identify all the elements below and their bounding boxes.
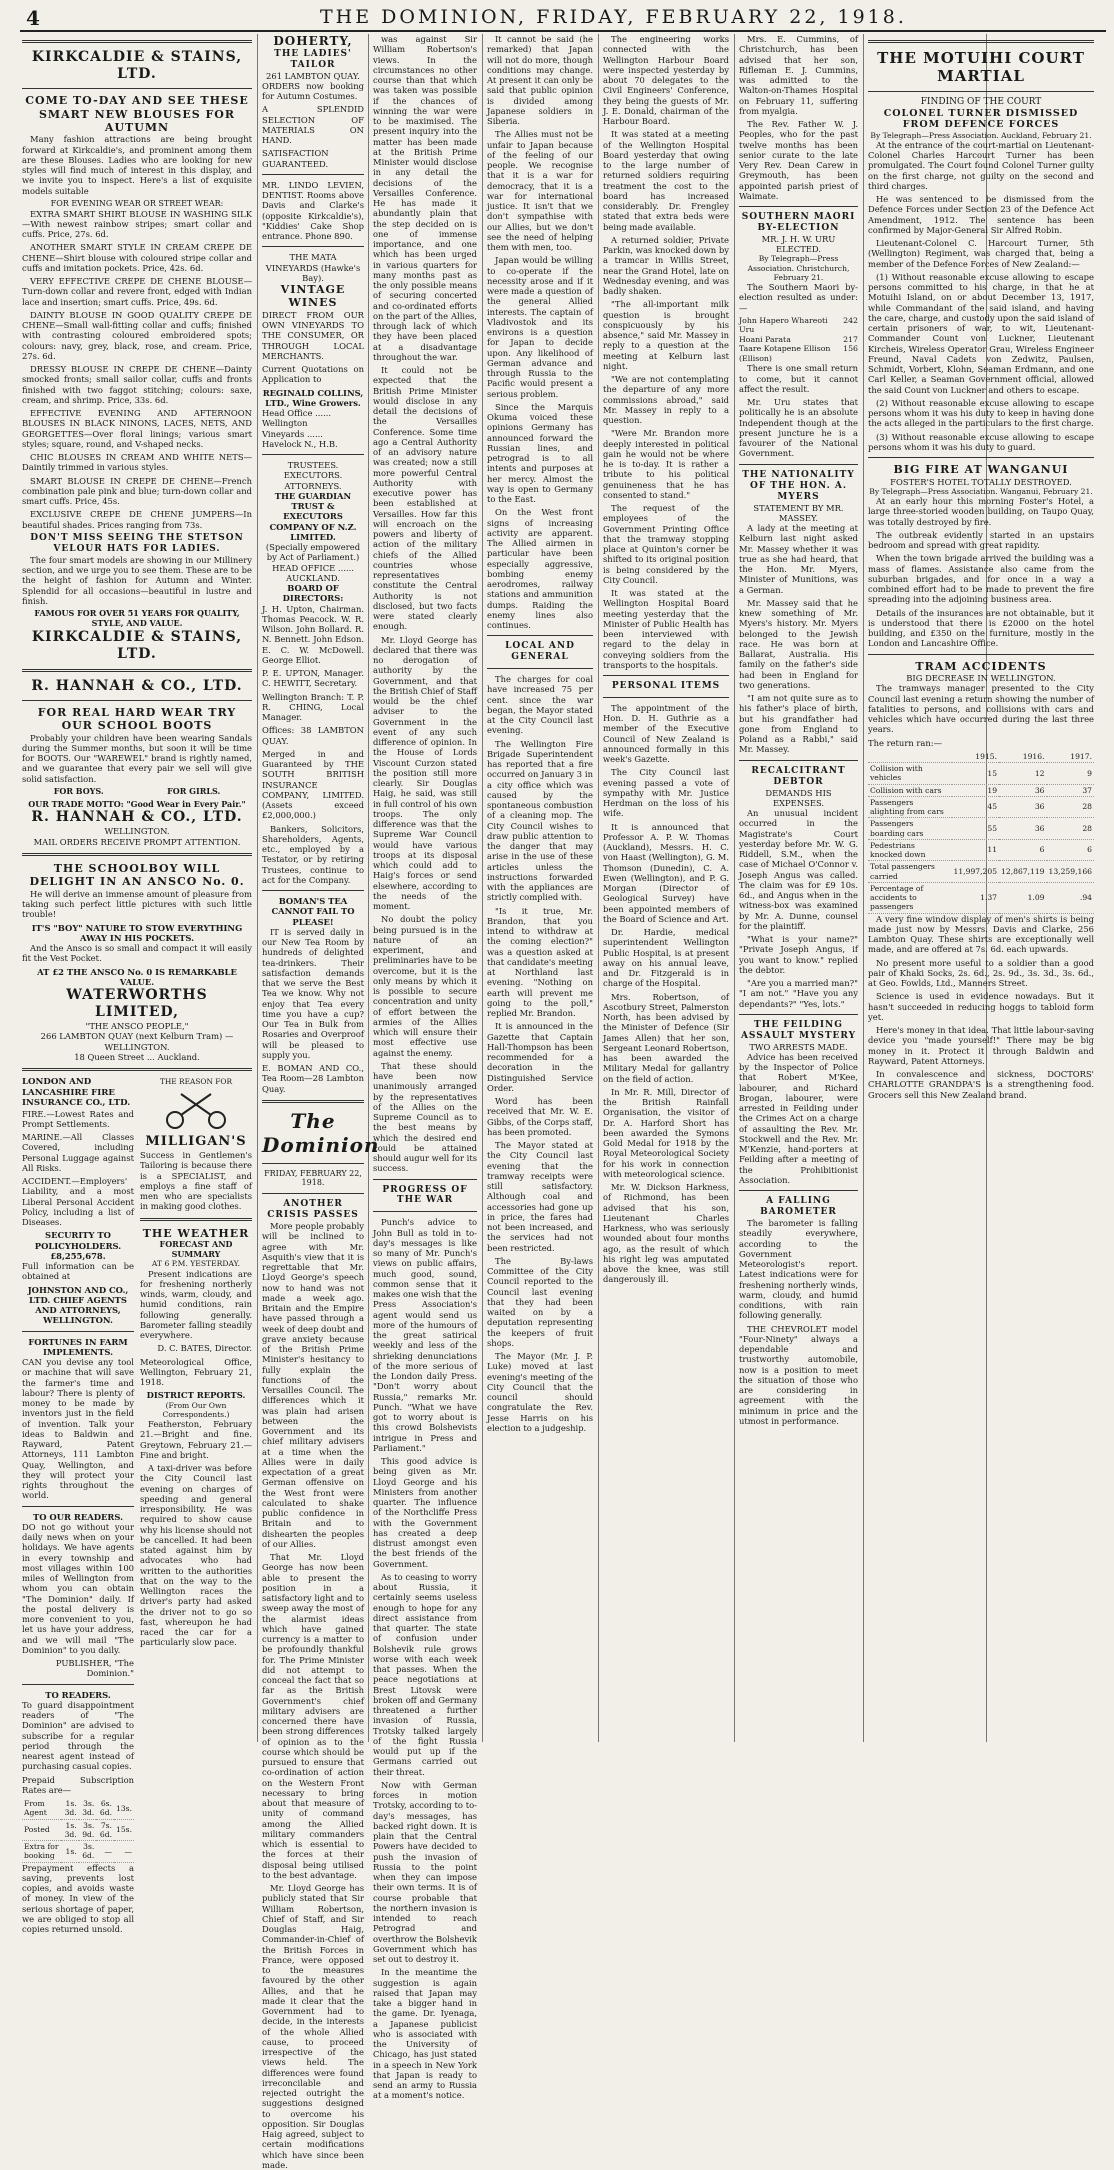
kirkcaldie-item: EXCLUSIVE CREPE DE CHENE JUMPERS—In beautiful shades. Prices ranging from 73s. — [22, 509, 252, 530]
doherty-selection: A SPLENDID SELECTION OF MATERIALS ON HAND. — [262, 104, 364, 146]
table-cell: 45 — [952, 796, 999, 818]
article-paragraph: The Wellington Fire Brigade Superintendent has reported that a fire occurred on January 3 in a city office which was caused by the spontaneous combustion of a cleaning mop. The City Council wishes to draw public attention to the danger that may arise in the use of these articles unless the instructions forwarded with the appliances are strictly complied with. — [487, 738, 593, 903]
table-cell: 9 — [1047, 763, 1094, 785]
maori-dateline: By Telegraph—Press Association. Christchurch, February 21. — [747, 254, 850, 282]
article-paragraph: In the meantime the suggestion is again raised that Japan may take a bigger hand in the game. Dr. Iyenaga, a Japanese publicist who is associated with the University of Chicago, has just stated in a speech in New York that Japan is ready to send an army to Russia at a moment's notice. — [373, 1967, 477, 2101]
kirkcaldie-famous: FAMOUS FOR OVER 51 YEARS FOR QUALITY, STYLE, AND VALUE. — [34, 608, 240, 628]
waterworths-title: WATERWORTHS LIMITED, — [66, 987, 208, 1021]
table-cell: 11 — [952, 839, 999, 861]
article-paragraph: "Is it true, Mr. Brandon, that you intend to withdraw at the coming election?" was a question asked at that candidate's meeting at Northland last evening. "Nothing on earth will prevent me going to the poll," replied Mr. Brandon. — [487, 905, 593, 1019]
article-paragraph: On the West front signs of increasing activity are apparent. The Allied airmen in particular have been especially aggressive, bombing enemy aerodromes, railway stations and ammunition dumps. Raiding the enemy lines also continues. — [487, 507, 593, 630]
weather-forecast: Present indications are for freshening northerly winds, warm, cloudy, and humid conditions, rain following generally. Barometer falling steadily everywhere. — [140, 1268, 252, 1341]
table-cell: 6 — [1047, 839, 1094, 861]
insurance-marine: MARINE.—All Classes Covered, including Personal Luggage against All Risks. — [22, 1132, 134, 1173]
article-paragraph: Word has been received that Mr. W. E. Gibbs, of the Corps staff, has been promoted. — [487, 1096, 593, 1137]
tram-accidents-table — [868, 751, 1094, 914]
readers2-text: To guard disappointment readers of "The Dominion" are advised to subscribe for a regular period through the nearest agent instead of purchasing casual copies. — [22, 1699, 134, 1772]
article-paragraph: Japan would be willing to co-operate if the necessity arose and if it were made a question of the general Allied interests. The captain of Vladivostok and its environs is a question for Japan to decide upon. Any likelihood of German advance and through Russia to the Pacific would present a serious problem. — [487, 255, 593, 399]
article-paragraph: Mr. Lloyd George has publicly stated that Sir William Robertson, Chief of Staff, and Sir Douglas Haig, Commander-in-Chief of the British Forces in France, were opposed to the measures favoured by the other Allies, and that he made it clear that the Government had to decide, in the interests of the whole Allied cause, to proceed irrespective of the views held. The differences were found irreconcilable and rejected outright the suggestions designed to overcome his opposition. Sir Douglas Haig agreed, subject to certain modifications which have since been made. — [262, 1883, 364, 2170]
readers2-headline: TO READERS. — [45, 1689, 111, 1700]
tram-row — [868, 882, 1094, 913]
doherty-text: ORDERS now booking for Autumn Costumes. — [262, 80, 364, 102]
table-cell: 15s. — [114, 1819, 134, 1841]
insurance-accident: ACCIDENT.—Employers' Liability, and a most Liberal Personal Accident Policy, including a list of Diseases. — [22, 1176, 134, 1228]
guardian-directors: J. H. Upton, Chairman. Thomas Peacock. W. R. Wilson. John Bollard. R. N. Bennett. John Edson. E. C. W. McDowell. George Elliot. — [262, 603, 364, 665]
bottom-ads — [868, 958, 1094, 1100]
hannah-title-footer: R. HANNAH & CO., LTD. — [31, 809, 243, 826]
weather-headline: THE WEATHER — [142, 1226, 250, 1240]
column-elections — [739, 34, 858, 1744]
readers-text: DO not go without your daily news when on your holidays. We have agents in every township and most villages within 100 miles of Wellington from whom you can obtain "The Dominion" daily. If the postal delivery is more convenient to you, let us have your address, and we will mail "The Dominion" to you daily. — [22, 1521, 134, 1655]
table-cell: 12,867,119 — [999, 861, 1046, 883]
article-paragraph: Mr. Massey said that he knew something of Mr. Myers's history. Mr. Myers belonged to the Jewish race. He was born at Ballarat, Australia. His family on the father's side had been in England for two generations. — [739, 597, 858, 690]
article-paragraph: The engineering works connected with the Wellington Harbour Board were inspected yesterday by about 70 delegates to the Civil Engineers' Conference, they being the guests of Mr. J. E. Donald, chairman of the Harbour Board. — [603, 34, 729, 126]
kirkcaldie-item-list — [22, 209, 252, 530]
article-paragraph: It could not be expected that the British Prime Minister would disclose in any detail the decisions of the Versailles Conference. Some time ago a Central Authority of an advisory nature was created; now a still more powerful Central Authority with executive power has been established at Versailles. How far this will encroach on the powers and liberty of action of the military chiefs of the Allied countries whose representatives constitute the Central Authority is not disclosed, but two facts were stated clearly enough. — [373, 365, 477, 632]
hannah-motto: OUR TRADE MOTTO: "Good Wear in Every Pair." — [28, 798, 246, 809]
guardian-office: HEAD OFFICE ...... AUCKLAND. — [272, 562, 354, 583]
article-paragraph: The appointment of the Hon. D. H. Guthrie as a member of the Executive Council of New Zealand is announced formally in this week's Gazette. — [603, 702, 729, 765]
court-dateline: By Telegraph—Press Association. Auckland, February 21. — [870, 130, 1092, 140]
article-paragraph: Details of the insurances are not obtainable, but it is understood that there is £2000 on the hotel building, and £350 on the furniture, mostly in the London and Lancashire Office. — [868, 607, 1094, 649]
tram-table-head: The return ran:— — [868, 737, 942, 748]
article-paragraph: This good advice is being given as Mr. Lloyd George and his Ministers from another quarter. The influence of the Northcliffe Press with the Government has created a deep distrust amongst even the best friends of the Government. — [373, 1456, 477, 1569]
table-cell: 3s. 3d. — [79, 1798, 97, 1819]
subscription-rates-table — [22, 1798, 134, 1863]
article-paragraph: Lieutenant-Colonel C. Harcourt Turner, 5th (Wellington) Regiment, was charged that, being a member of the Defence Forces of New Zealand:— — [868, 238, 1094, 269]
debtor-subhead: DEMANDS HIS EXPENSES. — [765, 787, 832, 808]
ansco-headline: THE SCHOOLBOY WILL DELIGHT IN AN ANSCO No. 0. — [29, 861, 245, 889]
vines-text: DIRECT FROM OUR OWN VINEYARDS TO THE CONSUMER, OR THROUGH LOCAL MERCHANTS. — [262, 309, 364, 361]
tram-headline: TRAM ACCIDENTS — [915, 659, 1047, 673]
candidate-votes: 242 — [843, 315, 858, 325]
court-subhead-2: COLONEL TURNER DISMISSED FROM DEFENCE FORCES — [883, 107, 1079, 131]
tram-row — [868, 796, 1094, 818]
vines-title: VINTAGE WINES — [280, 283, 346, 310]
myers-article — [739, 523, 858, 755]
table-cell: Collision with cars — [868, 784, 952, 796]
doherty-sub: THE LADIES' TAILOR — [274, 48, 352, 70]
fire-dateline: By Telegraph—Press Association. Wanganui, February 21. — [869, 486, 1093, 496]
page-number: 4 — [26, 6, 40, 30]
trustees: TRUSTEES. EXECUTORS. ATTORNEYS. — [283, 460, 343, 491]
table-header-row — [868, 751, 1094, 763]
debtor-article — [739, 808, 858, 1009]
table-cell: 1s. — [61, 1841, 79, 1863]
result-row — [739, 335, 858, 345]
table-cell: 19 — [952, 784, 999, 796]
rate-row — [22, 1819, 134, 1841]
insurance-title: LONDON AND LANCASHIRE FIRE INSURANCE CO., LTD. — [22, 1077, 131, 1109]
maori-results-list — [739, 316, 858, 364]
article-paragraph: It cannot be said (he remarked) that Japan will not do more, though conditions may change. At present it can only be said that public opinion is divided among Japanese soldiers in Siberia. — [487, 34, 593, 126]
guardian-board: BOARD OF DIRECTORS: — [282, 583, 344, 604]
guardian-merge: Merged in and Guaranteed by THE SOUTH BRITISH INSURANCE COMPANY, LIMITED. (Assets exceed £2,000,000.) — [262, 748, 364, 821]
tram-text: The tramways manager presented to the City Council last evening a return showing the number of fatalities to persons, and collisions with cars and vehicles which have occurred during the last three years. — [868, 683, 1094, 735]
maori-foot: There is one small return to come, but it cannot affect the result. — [739, 363, 858, 394]
article-paragraph: More people probably will be inclined to agree with Mr. Asquith's view that it is regrettable that Mr. Lloyd George's speech now to hand was not made a week ago. Britain and the Empire have passed through a week of deep doubt and grave anxiety because of the British Prime Minister's hesitancy to fully explain the functions of the Versailles Council. The differences which it was plain had arisen between the Government and its chief military advisers at a time when the Allies were in daily expectation of a great German offensive on the West front were calculated to shake public confidence in Britain and to dishearten the peoples of our Allies. — [262, 1221, 364, 1549]
guardian-branch: Wellington Branch: T. P. R. CHING, Local Manager. — [262, 691, 364, 723]
tram-row — [868, 861, 1094, 883]
column-local-personal — [603, 34, 729, 1744]
article-paragraph: At an early hour this morning Foster's Hotel, a large three-storied wooden building, on Taupo Quay, was totally destroyed by fire. — [868, 496, 1094, 527]
vines-name: REGINALD COLLINS, LTD., Wine Growers. — [262, 387, 364, 408]
article-paragraph: When the town brigade arrived the building was a mass of flames. Assistance also came from the suburban brigades, and for once in a way a combined effort had to be made to prevent the fire spreading into the adjoining business area. — [868, 553, 1094, 605]
candidate-name: Hoani Parata — [739, 334, 791, 344]
kirkcaldie-item: DRESSY BLOUSE IN CREPE DE CHENE—Dainty smocked fronts; small sailor collar, cuffs and fronts finished with two faggot stitching; colours: saxe, cream, and shrimp. Price, 33s. 6d. — [22, 364, 252, 405]
hannah-title: R. HANNAH & CO., LTD. — [31, 677, 243, 694]
readers2-rates-label: Prepaid Subscription Rates are— — [22, 1774, 134, 1795]
article-paragraph: The charges for coal have increased 75 per cent. since the war began, the Mayor stated at the City Council last evening. — [487, 674, 593, 736]
district-headline: DISTRICT REPORTS. — [146, 1390, 246, 1401]
insurance-security: SECURITY TO POLICYHOLDERS. £8,255,678. — [34, 1230, 122, 1261]
doherty-address: 261 LAMBTON QUAY. — [266, 70, 360, 81]
waterworths-address-2: 18 Queen Street ... Auckland. — [74, 1051, 200, 1062]
kirkcaldie-item: ANOTHER SMART STYLE IN CREAM CREPE DE CHENE—Shirt blouse with coloured stripe collar and cuffs and imitation pockets. Price, 42s. 6d. — [22, 242, 252, 273]
column-header: 1917. — [1047, 751, 1094, 763]
table-cell: Total passengers carried — [868, 861, 952, 883]
guardian-offices: Offices: 38 LAMBTON QUAY. — [262, 725, 364, 746]
article-paragraph: The Rev. Father W. J. Peoples, who for the past twelve months has been senior curate to the late Very Rev. Dean Carew in Greymouth, has been appointed parish priest of Waimate. — [739, 119, 858, 201]
table-cell: 1s. 3d. — [61, 1798, 79, 1819]
insurance-agents: JOHNSTON AND CO., LTD. CHIEF AGENTS AND ATTORNEYS, WELLINGTON. — [27, 1284, 129, 1326]
tram-row — [868, 839, 1094, 861]
fire-headline: BIG FIRE AT WANGANUI — [893, 463, 1069, 477]
vines-office: Head Office ...... Wellington — [262, 408, 332, 429]
article-paragraph: No doubt the policy being pursued is in the nature of an experiment, and preliminaries have to be overcome, but it is the only means by which it is possible to secure concentration and unity of effort between the armies of the Allies which will ensure their most effective use against the enemy. — [373, 914, 477, 1058]
guardian-manager: P. E. UPTON, Manager. C. HEWITT, Secretary. — [262, 668, 364, 689]
article-paragraph: It was stated at the Wellington Hospital Board meeting yesterday that the Minister of Public Health has been interviewed with regard to the delay in conveying soldiers from the transports to the hospitals. — [603, 588, 729, 670]
table-cell: 6 — [999, 839, 1046, 861]
article-paragraph: (1) Without reasonable excuse allowing to escape persons committed to his charge, in that he at Motuihi Island, on or about December 13, 1917, while Commandant of the said island, and having the care, charge, and custody upon the said island of certain prisoners of war, to wit, Lieutenant-Commander Count von Luckner, Lieutenant Kircheis, Wireless Operator Grau, Wireless Engineer Freund, Naval Cadets von Zedwitz, Paulsen, Schmidt, Vorbert, Klohn, Seaman Erdmann, and one Carl Keller, a Seaman Government official, allowed the said Count von Luckner and others to escape. — [868, 271, 1094, 395]
maori-subhead: MR. J. H. W. URU ELECTED. — [761, 233, 836, 255]
readers-signature: PUBLISHER, "The Dominion." — [55, 1658, 134, 1679]
table-cell: 6s. 6d. — [96, 1798, 114, 1819]
personal-continued-article — [739, 34, 858, 201]
hannah-headline: FOR REAL HARD WEAR TRY OUR SCHOOL BOOTS — [37, 705, 237, 733]
article-paragraph: The outbreak evidently started in an upstairs bedroom and spread with great rapidity. — [868, 529, 1094, 551]
small-ad: Here's money in that idea. That little labour-saving device you "made yourself!" There may be big money in it. Protect it through Baldwin and Rayward, Patent Attorneys. — [868, 1025, 1094, 1066]
personal-headline: PERSONAL ITEMS — [611, 681, 721, 691]
table-cell: Passengers boarding cars — [868, 818, 952, 840]
table-cell: Extra for booking — [22, 1841, 61, 1863]
table-cell: 1s. 3d. — [61, 1819, 79, 1841]
candidate-name: Taare Kotapene Ellison (Ellison) — [739, 344, 831, 363]
article-paragraph: "We are not contemplating the departure of any more commissions abroad," said Mr. Massey in reply to a question. — [603, 374, 729, 425]
chevrolet-ad: THE CHEVROLET model "Four-Ninety" always a dependable and trustworthy automobile, now is a position to meet the situation of those who are considering in agreement with the minimum in price and the utmost in performance. — [739, 1323, 858, 1426]
kirkcaldie-title-footer: KIRKCALDIE & STAINS, LTD. — [31, 628, 243, 662]
insurance-info: Full information can be obtained at — [22, 1261, 134, 1282]
leader-date: FRIDAY, FEBRUARY 22, 1918. — [264, 1168, 362, 1188]
court-headline: THE MOTUIHI COURT MARTIAL — [877, 49, 1085, 86]
column-header: 1916. — [999, 751, 1046, 763]
readers2-foot: Prepayment effects a saving, prevents lost copies, and avoids waste of money. In view of the serious shortage of paper, we are obliged to stop all copies returned unsold. — [22, 1862, 134, 1935]
table-cell: 1.09 — [999, 882, 1046, 913]
table-cell: 55 — [952, 818, 999, 840]
column-war-local — [487, 34, 593, 1744]
article-paragraph: Mr. Lloyd George has declared that there was no derogation of authority by the Government, and that the British Chief of Staff would be the chief adviser to the Government in the event of any such difference of opinion. In the House of Lords Viscount Curzon stated the position still more clearly. Sir Douglas Haig, he said, was still in full control of his own troops. The only difference was that the Supreme War Council would have various troops at its disposal which could add to Haig's forces or send elsewhere, according to the needs of the moment. — [373, 634, 477, 911]
article-paragraph: Now with German forces in motion Trotsky, according to to-day's messages, has backed right down. It is plain that the Central Powers have decided to push the invasion of Russia to the point when they can impose their own terms. It is of course probable that the northern invasion is intended to reach Petrograd and overthrow the Bolshevik Government which has set out to destroy it. — [373, 1779, 477, 1965]
readers-headline: TO OUR READERS. — [32, 1511, 124, 1522]
article-paragraph: "Were Mr. Brandon more deeply interested in political gain he would not be where he is to-day. It is rather a tribute to his political genuineness that he has consented to stand." — [603, 428, 729, 500]
maori-text: The Southern Maori by-election resulted as under:— — [739, 282, 858, 313]
page-title: THE DOMINION, FRIDAY, FEBRUARY 22, 1918. — [320, 6, 907, 28]
hannah-boys-head: FOR BOYS. — [53, 785, 104, 796]
weather-subhead: FORECAST AND SUMMARY — [159, 1238, 233, 1259]
maori-para: Mr. Uru states that politically he is an absolute Independent though at the present juncture he is a favourer of the National Government. — [739, 397, 858, 459]
article-paragraph: The City Council last evening passed a vote of sympathy with Mr. Justice Herdman on the loss of his wife. — [603, 767, 729, 819]
vines-yards: Vineyards ...... Havelock N., H.B. — [262, 428, 338, 449]
fire-subhead: FOSTER'S HOTEL TOTALLY DESTROYED. — [890, 476, 1072, 487]
article-paragraph: In Mr. R. Mill, Director of the British Rainfall Organisation, the visitor of Dr. A. Harford Short has been awarded the Symons Gold Medal for 1918 by the Royal Meteorological Society for his work in connection with meteorological science. — [603, 1086, 729, 1179]
candidate-votes: 156 — [843, 344, 858, 354]
table-cell: 13,259,166 — [1047, 861, 1094, 883]
ansco-small: And the Ansco is so small and compact it will easily fit the Vest Pocket. — [22, 943, 252, 964]
table-cell: Percentage of accidents to passengers — [868, 882, 952, 913]
local-continued-article — [603, 34, 729, 670]
article-paragraph: was against Sir William Robertson's views. In the circumstances no other course than that which was taken was possible if the chances of winning the war were to be maximised. The present inquiry into the matter has been made at the British Prime Minister would disclose in any detail the decisions of the Versailles Conference. He has made it abundantly plain that the step decided on is one of immense importance, and one which has been urged in various quarters for many months past as the only possible means of securing concerted and co-ordinated efforts on the part of the Allies, through lack of which they have been placed at a disadvantage throughout the war. — [373, 34, 477, 362]
myers-headline: THE NATIONALITY OF THE HON. A. MYERS — [742, 469, 855, 502]
kirkcaldie-item: SMART BLOUSE IN CREPE DE CHENE—French combination pale pink and blue; turn-down collar and smart cuffs. Price, 45s. — [22, 475, 252, 507]
small-ad: No present more useful to a soldier than a good pair of Khaki Socks, 2s. 6d., 2s. 9d., 3s. 3d., 3s. 6d., at Geo. Fowlds, Ltd., Manners Street. — [868, 957, 1094, 989]
article-paragraph: It is announced in the Gazette that Captain Hall-Thompson has been recommended for a decoration in the Distinguished Service Order. — [487, 1021, 593, 1093]
court-subhead: FINDING OF THE COURT — [920, 96, 1042, 107]
table-cell: 3s. 9d. — [79, 1819, 97, 1841]
guardian-act: (Specially empowered by Act of Parliament.) — [265, 542, 361, 563]
weather-office: Meteorological Office, Wellington, February 21, 1918. — [140, 1356, 252, 1388]
table-cell: 28 — [1047, 796, 1094, 818]
waterworths-sub: "THE ANSCO PEOPLE," — [85, 1021, 189, 1032]
small-ad: In convalescence and sickness, DOCTORS' CHARLOTTE GRANDPA'S is a strengthening food. Grocers sell this New Zealand brand. — [868, 1069, 1094, 1100]
column-court-fire-tram — [868, 34, 1094, 1744]
fire-article — [868, 496, 1094, 649]
article-paragraph: Mrs. Robertson, of Ascotbury Street, Palmerston North, has been advised by the Minister of Defence (Sir James Allen) that her son, Sergeant Leonard Robertson, has been awarded the Military Medal for gallantry on the field of action. — [603, 991, 729, 1084]
dominion-nameplate: The Dominion — [262, 1108, 380, 1158]
feilding-headline: THE FEILDING ASSAULT MYSTERY — [740, 1019, 857, 1041]
kirkcaldie-intro: Many fashion attractions are being brought forward at Kirkcaldie's, and prominent among them are these Blouses. Ladies who are looking for new styles will find much of interest in this display, and we invite you to inspect. Here's a list of exquisite models suitable — [22, 134, 252, 196]
scissors-icon — [161, 1090, 231, 1130]
article-paragraph: Mrs. E. Cummins, of Christchurch, has been advised that her son, Rifleman E. J. Cummins, was admitted to the Walton-on-Thames Hospital on February 11, suffering from myalgia. — [739, 34, 858, 116]
column-leader-continued — [373, 34, 477, 2101]
war-headline: PROGRESS OF THE WAR — [382, 1184, 468, 1206]
tram-subhead: BIG DECREASE IN WELLINGTON. — [906, 673, 1056, 684]
weather-sign: D. C. BATES, Director. — [157, 1343, 252, 1354]
article-paragraph: An unusual incident occurred in the Magistrate's Court yesterday before Mr. W. G. Riddell, S.M., when the case of Michael O'Connor v. Joseph Angus was called. The claim was for £9 10s. 6d., and Angus when in the witness-box was examined by Mr. A. Dunne, counsel for the plaintiff. — [739, 808, 858, 931]
tram-row — [868, 763, 1094, 785]
kirkcaldie-headline: COME TO-DAY AND SEE THESE SMART NEW BLOUSES FOR AUTUMN — [25, 94, 249, 134]
personal-article — [603, 703, 729, 1285]
table-cell: Collision with vehicles — [868, 763, 952, 785]
article-paragraph: As to ceasing to worry about Russia, it certainly seems useless enough to hope for any direct assistance from that quarter. The state of confusion under Bolshevik rule grows worse with each week that passes. When the peace negotiations at Brest Litovsk were broken off and Germany threatened a further invasion of Russia, Trotsky talked largely of the fight Russia would put up if the Germans carried out their threat. — [373, 1571, 477, 1777]
article-paragraph: "I am not quite sure as to his father's place of birth, but his grandfather had gone from England to Poland as a Rabbi," said Mr. Massey. — [739, 693, 858, 755]
ansco-text: He will derive an immense amount of pleasure from taking such perfect little pictures with such little trouble! — [22, 888, 252, 920]
article-paragraph: The Mayor (Mr. J. P. Luke) moved at last evening's meeting of the City Council that the council should congratulate the Rev. Jesse Harris on his election to a judgeship. — [487, 1351, 593, 1433]
article-paragraph: A returned soldier, Private Parkin, was knocked down by a tramcar in Willis Street, near the Grand Hotel, late on Wednesday evening, and was badly shaken. — [603, 234, 729, 296]
table-cell: — — [96, 1841, 114, 1863]
boman-name: E. BOMAN AND CO., Tea Room—28 Lambton Quay. — [262, 1063, 364, 1094]
masthead — [20, 4, 1106, 32]
table-cell: Passengers alighting from cars — [868, 796, 952, 818]
taxi-story: A taxi-driver was before the City Council last evening on charges of speeding and general irresponsibility. He was required to show cause why his license should not be cancelled. It had been stated against him by advocates who had written to the authorities that on the way to the Wellington races the driver's party had asked the driver not to go so fast, whereupon he had raced the car for a particularly slow pace. — [140, 1463, 252, 1648]
article-paragraph: Mr. W. Dickson Harkness, of Richmond, has been advised that his son, Lieutenant Charles Harkness, who was seriously wounded about four months ago, as the result of which his right leg was amputated above the knee, was still dangerously ill. — [603, 1182, 729, 1285]
kirkcaldie-miss-note: DON'T MISS SEEING THE STETSON VELOUR HATS FOR LADIES. — [30, 532, 244, 554]
doherty-satisfaction: SATISFACTION GUARANTEED. — [262, 148, 329, 169]
article-paragraph: (3) Without reasonable excuse allowing to escape persons whom it was his duty to guard. — [868, 431, 1094, 452]
guardian-head: THE GUARDIAN TRUST & EXECUTORS COMPANY OF N.Z. LIMITED. — [269, 490, 357, 542]
waterworths-address: 266 LAMBTON QUAY (next Kelburn Tram) — WELLINGTON. — [40, 1031, 234, 1052]
table-cell: 11,997,205 — [952, 861, 999, 883]
article-paragraph: He was sentenced to be dismissed from the Defence Forces under Section 23 of the Defence Act Amendment, 1912. The sentence has been confirmed by Major-General Sir Alfred Robin. — [868, 194, 1094, 235]
kirkcaldie-item: CHIC BLOUSES IN CREAM AND WHITE NETS—Daintily trimmed in various styles. — [22, 452, 252, 473]
table-cell: 1.37 — [952, 882, 999, 913]
kirkcaldie-title: KIRKCALDIE & STAINS, LTD. — [31, 49, 243, 83]
debtor-headline: RECALCITRANT DEBTOR — [751, 765, 846, 787]
tram-row — [868, 784, 1094, 796]
tram-foot: A very fine window display of men's shirts is being made just now by Messrs. Davis and Clarke, 256 Lambton Quay. These shirts are exceptionally well made, and are offered at 7s. 6d. each upwards. — [868, 913, 1094, 955]
table-cell: 3s. 6d. — [79, 1841, 97, 1863]
table-cell: — — [114, 1841, 134, 1863]
crisis-headline: ANOTHER CRISIS PASSES — [267, 1199, 359, 1221]
article-paragraph: "The all-important milk question is brought conspicuously by his absence," said Mr. Massey in reply to a question at the meeting at Kelburn last night. — [603, 299, 729, 371]
kirkcaldie-item: DAINTY BLOUSE IN GOOD QUALITY CREPE DE CHENE—Small wall-fitting collar and cuffs; finished with contrasting coloured embroidered spots; colours: navy, grey, black, rose, and cream. Price, 27s. 6d. — [22, 309, 252, 361]
table-cell: .94 — [1047, 882, 1094, 913]
small-ad: Science is used in evidence nowadays. But it hasn't succeeded in reducing hoggs to tabloid form yet. — [868, 991, 1094, 1022]
bankers-text: Bankers, Solicitors, Shareholders, Agents, etc., employed by a Testator, or by retiring Trustees, continue to act for the Company. — [262, 823, 364, 885]
kirkcaldie-item: EXTRA SMART SHIRT BLOUSE IN WASHING SILK—With newest rainbow stripes; smart collar and cuffs. Price, 27s. 6d. — [22, 208, 252, 240]
table-cell: 13s. — [114, 1798, 134, 1819]
candidate-votes: 217 — [843, 334, 858, 344]
insurance-fire: FIRE.—Lowest Rates and Prompt Settlements. — [22, 1108, 134, 1129]
article-paragraph: At the entrance of the court-martial on Lieutenant-Colonel Charles Harcourt Turner has been promulgated. The Court found Colonel Turner guilty on the first charge, not guilty on the second and third charges. — [868, 139, 1094, 191]
fortunes-text: CAN you devise any tool or machine that will save the farmer's time and labour? There is plenty of money to be made by inventors just in the field of invention. Talk your ideas to Baldwin and Rayward, Patent Attorneys, 111 Lambton Quay, Wellington, and they will protect your rights throughout the world. — [22, 1357, 134, 1501]
article-paragraph: That these should have been now unanimously arranged by the representatives of the Allies on the Supreme Council as to the best means by which the desired end could be attained should augur well for its success. — [373, 1060, 477, 1174]
ansco-price: AT £2 THE ANSCO No. 0 IS REMARKABLE VALUE. — [37, 966, 237, 987]
vines-head: THE MATA VINEYARDS (Hawke's Bay). — [265, 252, 361, 283]
article-paragraph: That Mr. Lloyd George has now been able to present the position in a satisfactory light and to sweep away the most of the alarmist ideas which have gained currency is a matter to be profoundly thankful for. The Prime Minister did not attempt to conceal the fact that so far as the British Government's chief military advisers are concerned there have been strong differences of opinion as to the course which should be pursued to ensure that co-ordination of action on the Western Front necessary to bring about that measure of unity of command among the Allied military commanders which is essential to the forces at their disposal being utilised to the best advantage. — [262, 1552, 364, 1880]
barometer-text: The barometer is falling steadily everywhere, according to the Government Meteorologist's report. Latest indications were for freshening northerly winds, warm, cloudy, and humid conditions, with rain following generally. — [739, 1218, 858, 1321]
district-sub: (From Our Own Correspondents.) — [162, 1400, 230, 1419]
hannah-girls-head: FOR GIRLS. — [167, 785, 221, 796]
court-article — [868, 140, 1094, 452]
feilding-text: Advice has been received by the Inspector of Police that Robert M'Kee, labourer, and Richard Brogan, labourer, were arrested in Feilding under the Crimes Act on a charge of assaulting the Rev. Mr. Stockwell and the Rev. Mr. M'Kenzie, hand-porters at Feilding after a meeting of the Prohibitionist Association. — [739, 1051, 858, 1185]
article-paragraph: Dr. Hardie, medical superintendent Wellington Public Hospital, is at present away on his annual leave, and Dr. Fitzgerald is in charge of the Hospital. — [603, 927, 729, 989]
hannah-mail: MAIL ORDERS RECEIVE PROMPT ATTENTION. — [33, 836, 241, 847]
kirkcaldie-item: EFFECTIVE EVENING AND AFTERNOON BLOUSES IN BLACK NINONS, LACES, NETS, AND GEORGETTES—Over floral linings; various smart styles; square, round, and V-shaped necks. — [22, 408, 252, 449]
table-cell: 37 — [1047, 784, 1094, 796]
hannah-city: WELLINGTON. — [104, 826, 170, 837]
hannah-intro: Probably your children have been wearing Sandals during the Summer months, but soon it will be time for BOOTS. Our "WAREWEL" brand is rightly named, and we guarantee that every pair we sell will give solid satisfaction. — [22, 732, 252, 784]
rate-row — [22, 1841, 134, 1863]
table-cell: From Agent — [22, 1798, 61, 1819]
maori-headline: SOUTHERN MAORI BY-ELECTION — [741, 212, 856, 233]
table-cell: 7s. 6d. — [96, 1819, 114, 1841]
war-article — [373, 1217, 477, 2100]
war-continued-article — [487, 34, 593, 630]
vines-quote: Current Quotations on Application to — [262, 364, 364, 385]
result-row — [739, 344, 858, 363]
milligans-reason: THE REASON FOR — [159, 1077, 233, 1087]
crisis-article — [262, 1221, 364, 2170]
article-paragraph: Punch's advice to John Bull as told in to-day's messages is like so many of Mr. Punch's views on public affairs, much good, sound, common sense that it makes one wish that the Press Association's agent would send us more of the humours of the great satirical weekly and less of the shrieking denunciations of the more serious of the London daily Press. "Don't worry about Russia," remarks Mr. Punch. "What we have got to worry about is this crowd Bolshevists intrigue in Press and Parliament." — [373, 1217, 477, 1453]
kirkcaldie-hats-text: The four smart models are showing in our Millinery section, and we urge you to see them. These are to be the height of fashion for Autumn and Winter. Splendid for all occasions—beautiful in lustre and finish. — [22, 554, 252, 606]
feilding-subhead: TWO ARRESTS MADE. — [749, 1041, 848, 1052]
table-cell: 36 — [999, 796, 1046, 818]
milligans-text: Success in Gentlemen's Tailoring is because there is a SPECIALIST, and employs a fine staff of men who are specialists in making good clothes. — [140, 1150, 252, 1212]
barometer-headline: A FALLING BAROMETER — [760, 1196, 837, 1218]
article-paragraph: "Are you a married man?" "I am not." "Have you any dependants?" "Yes, lots." — [739, 978, 858, 1009]
boman-text: IT is served daily in our New Tea Room by hundreds of delighted tea-drinkers. Their satisfaction demands that we serve the Best Tea we know. Why not enjoy that Tea every time you have a cup? Our Tea in Bulk from Rosaries and Overproof will be pleased to supply you. — [262, 926, 364, 1060]
article-paragraph: "What is your name?" "Private Joseph Angus, if you want to know." replied the debtor. — [739, 934, 858, 975]
district-text: Featherston, February 21.—Bright and fine. Greytown, February 21.—Fine and bright. — [140, 1419, 252, 1460]
boman-head: BOMAN'S TEA CANNOT FAIL TO PLEASE! — [271, 896, 355, 927]
article-paragraph: The Allies must not be unfair to Japan because of the feeling of our people. We recognise that it is a war for democracy, that it is a war for international justice. It isn't that we don't sympathise with our Allies, but we don't see the need of helping them with men, too. — [487, 129, 593, 252]
milligans-title: MILLIGAN'S — [145, 1134, 247, 1150]
weather-time: AT 6 P.M. YESTERDAY. — [151, 1259, 241, 1269]
doherty-title: DOHERTY, — [273, 34, 353, 48]
table-cell: 12 — [999, 763, 1046, 785]
table-cell: Pedestrians knocked down — [868, 839, 952, 861]
local-headline: LOCAL AND GENERAL — [505, 641, 575, 663]
table-cell: 36 — [999, 784, 1046, 796]
column-advertisements — [22, 34, 252, 1935]
article-paragraph: (2) Without reasonable excuse allowing to escape persons whom it was his duty to keep in having done the acts alleged in the particulars to the first charge. — [868, 397, 1094, 429]
article-paragraph: It was stated at a meeting of the Wellington Hospital Board yesterday that owing to the large number of returned soldiers requiring treatment the cost to the board has increased considerably. Dr. Frengley stated that extra beds were being made available. — [603, 129, 729, 232]
leader-continued-article — [373, 34, 477, 1174]
kirkcaldie-item: VERY EFFECTIVE CREPE DE CHENE BLOUSE—Turn-down collar and revere front, edged with Indian lace and insertion; smart cuffs. Price, 49s. 6d. — [22, 276, 252, 307]
kirkcaldie-subhead: FOR EVENING WEAR OR STREET WEAR: — [50, 198, 224, 208]
candidate-name: John Hapero Whareoti Uru — [739, 315, 828, 335]
local-article — [487, 674, 593, 1433]
fortunes-headline: FORTUNES IN FARM IMPLEMENTS. — [28, 1336, 128, 1357]
result-row — [739, 316, 858, 335]
table-cell: Posted — [22, 1819, 61, 1841]
dentist-ad: MR. LINDO LEVIEN, DENTIST. Rooms above Davis and Clarke's (opposite Kirkcaldie's), "Kiddies' Cake Shop entrance. Phone 890. — [262, 179, 364, 242]
rate-row — [22, 1798, 134, 1819]
article-paragraph: It is announced that Professor A. P. W. Thomas (Auckland), Messrs. H. C. von Haast (Wellington), G. M. Thomson (Dunedin), C. A. Ewen (Wellington), and P. G. Morgan (Director of Geological Survey) have been appointed members of the Board of Science and Art. — [603, 821, 729, 924]
column-ads-leader — [262, 34, 380, 2170]
tram-row — [868, 818, 1094, 840]
column-header: 1915. — [952, 751, 999, 763]
table-cell: 28 — [1047, 818, 1094, 840]
article-paragraph: Since the Marquis Okuma voiced these opinions Germany has announced forward the Russian lines, and petrograd is to all intents and purposes at her mercy. Almost the way is open to Germany to the East. — [487, 401, 593, 504]
ansco-boy: IT'S "BOY" NATURE TO STOW EVERYTHING AWAY IN HIS POCKETS. — [31, 922, 243, 943]
article-paragraph: The Mayor stated at the City Council last evening that the tramway receipts were still satisfactory. Although coal and accessories had gone up in price, the fares had not been increased, and the services had not been restricted. — [487, 1140, 593, 1253]
article-paragraph: The By-laws Committee of the City Council reported to the Council last evening that they had been waited on by a deputation representing the keepers of fruit shops. — [487, 1255, 593, 1348]
myers-subhead: STATEMENT BY MR. MASSEY. — [753, 502, 844, 523]
table-cell: 15 — [952, 763, 999, 785]
article-paragraph: The request of the employees of the Government Printing Office that the tramway stopping place at Quinton's corner be shifted to its original position is being considered by the City Council. — [603, 503, 729, 585]
article-paragraph: A lady at the meeting at Kelburn last night asked Mr. Massey whether it was true as she had heard, that the Hon. Mr. Myers, Minister of Munitions, was a German. — [739, 523, 858, 595]
table-cell: 36 — [999, 818, 1046, 840]
